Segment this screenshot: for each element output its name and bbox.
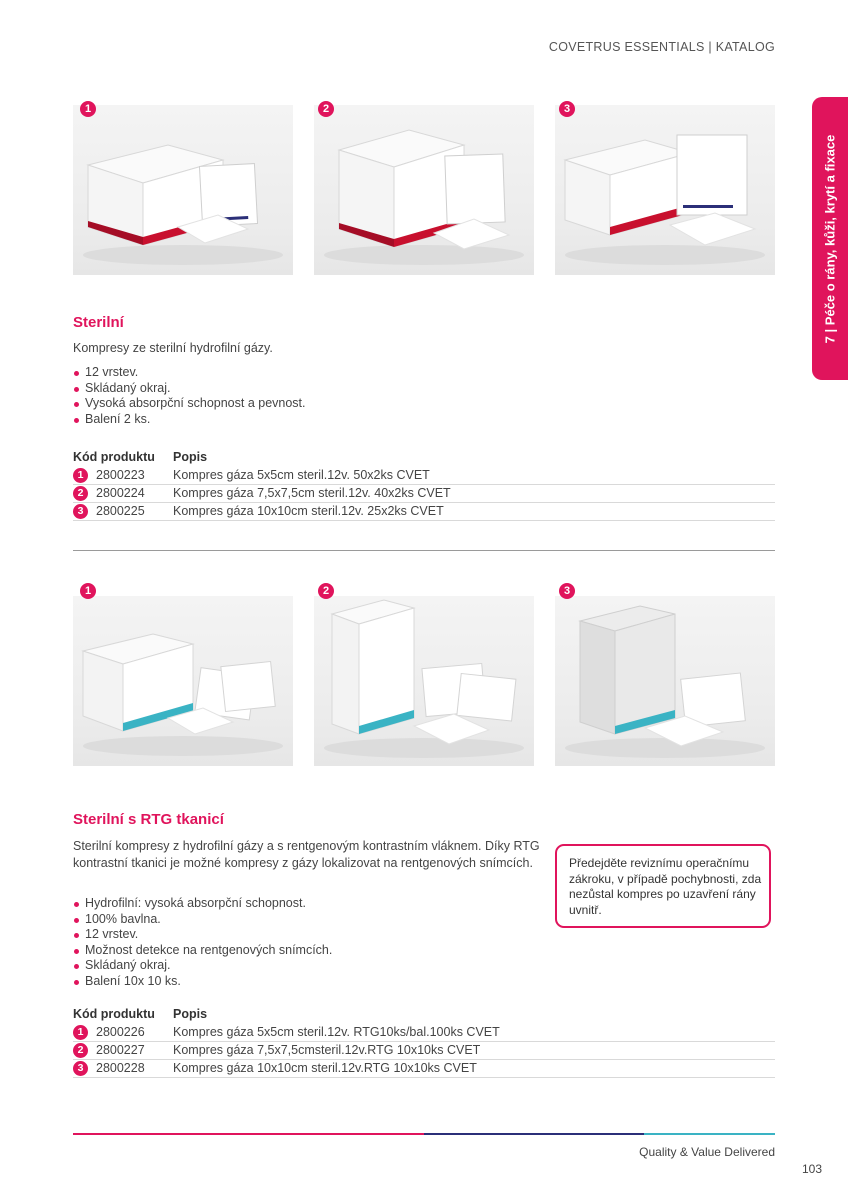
product-code: 2800225 bbox=[96, 504, 145, 518]
product-photo-4 bbox=[73, 596, 293, 766]
table-row[interactable] bbox=[73, 1060, 775, 1078]
product-code: 2800223 bbox=[96, 468, 145, 482]
product-description: Kompres gáza 10x10cm steril.12v.RTG 10x10ks CVET bbox=[173, 1061, 477, 1075]
photo-badge-5: 2 bbox=[318, 583, 334, 599]
list-item: Možnost detekce na rentgenových snímcích. bbox=[73, 943, 332, 959]
product-table bbox=[73, 1007, 775, 1078]
chapter-tab-label: 7 | Péče o rány, kůži, krytí a fixace bbox=[822, 134, 838, 343]
table-row[interactable] bbox=[73, 485, 775, 503]
list-item: Vysoká absorpční schopnost a pevnost. bbox=[73, 396, 306, 412]
gauze-box-illustration bbox=[73, 596, 293, 766]
list-item: 100% bavlna. bbox=[73, 912, 332, 928]
product-photo-6 bbox=[555, 596, 775, 766]
photo-badge-6: 3 bbox=[559, 583, 575, 599]
footer-bar-accent bbox=[73, 1133, 424, 1135]
section-title-sterile-rtg: Sterilní s RTG tkanicí bbox=[73, 811, 224, 828]
column-header-code: Kód produktu bbox=[73, 450, 155, 464]
list-item: Balení 10x 10 ks. bbox=[73, 974, 332, 990]
table-row[interactable] bbox=[73, 503, 775, 521]
section-title-sterile: Sterilní bbox=[73, 314, 124, 331]
row-number-badge: 2 bbox=[73, 486, 88, 501]
gauze-box-illustration bbox=[555, 105, 775, 275]
row-number-badge: 1 bbox=[73, 1025, 88, 1040]
row-number-badge: 3 bbox=[73, 1061, 88, 1076]
table-row[interactable] bbox=[73, 467, 775, 485]
footer-bar-teal bbox=[644, 1133, 775, 1135]
product-description: Kompres gáza 7,5x7,5cm steril.12v. 40x2ks CVET bbox=[173, 486, 451, 500]
table-row[interactable] bbox=[73, 1024, 775, 1042]
product-code: 2800227 bbox=[96, 1043, 145, 1057]
product-code: 2800228 bbox=[96, 1061, 145, 1075]
photo-badge-2: 2 bbox=[318, 101, 334, 117]
column-header-description: Popis bbox=[173, 450, 208, 464]
list-item: Hydrofilní: vysoká absorpční schopnost. bbox=[73, 896, 332, 912]
catalog-header: COVETRUS ESSENTIALS | KATALOG bbox=[548, 40, 775, 54]
list-item: Skládaný okraj. bbox=[73, 958, 332, 974]
row-number-badge: 1 bbox=[73, 468, 88, 483]
list-item: Skládaný okraj. bbox=[73, 381, 306, 397]
info-callout: Předejděte reviznímu operačnímu zákroku, v případě pochybnosti, zda nezůstal kompres po uzavření rány uvnitř. bbox=[555, 844, 771, 928]
product-description: Kompres gáza 5x5cm steril.12v. 50x2ks CVET bbox=[173, 468, 430, 482]
table-row[interactable] bbox=[73, 1042, 775, 1060]
product-photo-1 bbox=[73, 105, 293, 275]
product-photo-5 bbox=[314, 596, 534, 766]
footer-tagline: Quality & Value Delivered bbox=[639, 1145, 775, 1159]
product-photo-3 bbox=[555, 105, 775, 275]
gauze-box-illustration bbox=[314, 105, 534, 275]
section-divider bbox=[73, 550, 775, 551]
feature-list bbox=[73, 896, 332, 989]
row-number-badge: 2 bbox=[73, 1043, 88, 1058]
photo-badge-3: 3 bbox=[559, 101, 575, 117]
chapter-tab[interactable] bbox=[812, 97, 848, 380]
photo-badge-4: 1 bbox=[80, 583, 96, 599]
product-description: Kompres gáza 5x5cm steril.12v. RTG10ks/bal.100ks CVET bbox=[173, 1025, 500, 1039]
product-description: Kompres gáza 10x10cm steril.12v. 25x2ks CVET bbox=[173, 504, 444, 518]
product-code: 2800224 bbox=[96, 486, 145, 500]
list-item: 12 vrstev. bbox=[73, 927, 332, 943]
section-intro: Kompresy ze sterilní hydrofilní gázy. bbox=[73, 341, 273, 355]
column-header-description: Popis bbox=[173, 1007, 208, 1021]
photo-badge-1: 1 bbox=[80, 101, 96, 117]
list-item: 12 vrstev. bbox=[73, 365, 306, 381]
footer-bar-navy bbox=[424, 1133, 644, 1135]
feature-list bbox=[73, 365, 306, 427]
gauze-box-illustration bbox=[555, 596, 775, 766]
product-table bbox=[73, 450, 775, 521]
footer-color-bar bbox=[73, 1133, 775, 1135]
section-intro: Sterilní kompresy z hydrofilní gázy a s rentgenovým kontrastním vláknem. Díky RTG kontrastní tkanici je možné kompresy z gázy lokalizovat na rentgenových snímcích. bbox=[73, 839, 540, 870]
column-header-code: Kód produktu bbox=[73, 1007, 155, 1021]
product-photo-2 bbox=[314, 105, 534, 275]
gauze-box-illustration bbox=[73, 105, 293, 275]
product-code: 2800226 bbox=[96, 1025, 145, 1039]
row-number-badge: 3 bbox=[73, 504, 88, 519]
table-header bbox=[73, 450, 775, 467]
product-description: Kompres gáza 7,5x7,5cmsteril.12v.RTG 10x10ks CVET bbox=[173, 1043, 481, 1057]
gauze-box-illustration bbox=[314, 596, 534, 766]
page-number: 103 bbox=[801, 1162, 822, 1176]
table-header bbox=[73, 1007, 775, 1024]
list-item: Balení 2 ks. bbox=[73, 412, 306, 428]
